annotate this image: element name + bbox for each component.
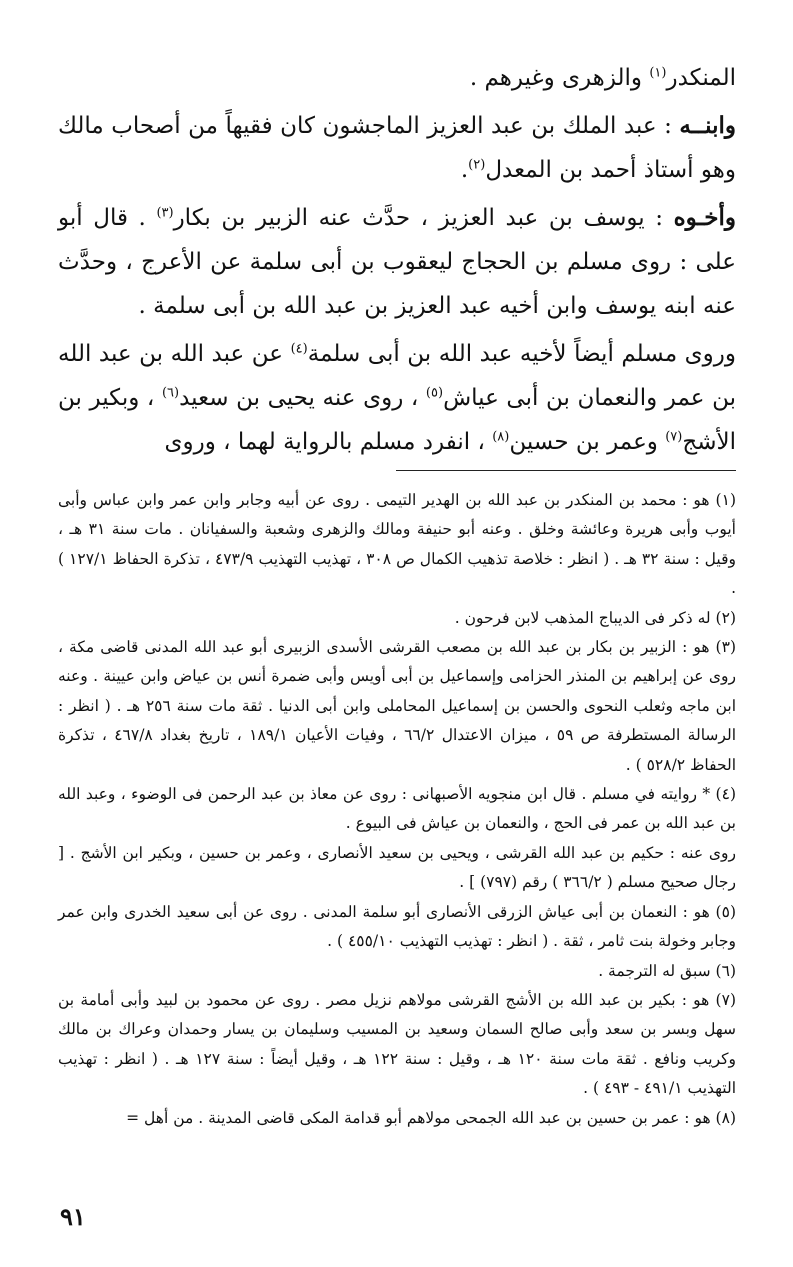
text-run: ، انفرد مسلم بالرواية لهما ، وروى bbox=[164, 429, 493, 455]
text-run: ، روى عنه يحيى بن سعيد bbox=[179, 385, 426, 411]
text-run: ، وبكير بن الأشج bbox=[58, 385, 736, 455]
paragraph-1 bbox=[58, 56, 736, 100]
paragraph-3 bbox=[58, 196, 736, 328]
paragraph-4 bbox=[58, 332, 736, 464]
footnote-ref-8[interactable]: (٨) bbox=[492, 429, 510, 445]
text-run: والزهرى وغيرهم . bbox=[469, 65, 650, 91]
footnotes-section bbox=[58, 486, 736, 1133]
footnote-7: (٧) هو : بكير بن عبد الله بن الأشج القرشى مولاهم نزيل مصر . روى عن محمود بن لبيد وأبى أمامة بن سهل وبسر بن سعد وأبى صالح السمان وسعيد بن المسيب وسليمان بن يسار وحمدان وعراك بن مالك وكريب ونافع . ثقة مات سنة ١٢٠ هـ ، وقيل : سنة ١٢٢ هـ ، وقيل أيضاً : سنة ١٢٧ هـ . ( انظر : تهذيب التهذيب ٤٩١/١ - ٤٩٣ ) . bbox=[58, 990, 736, 1098]
footnote-ref-1[interactable]: (١) bbox=[649, 65, 667, 81]
text-run: . قال أبو على : روى مسلم بن الحجاج ليعقوب بن أبى سلمة عن الأعرج ، وحدَّث عنه ابنه يوسف وابن أخيه عبد العزيز بن عبد الله بن أبى سلمة . bbox=[58, 205, 736, 319]
page-number: ٩١ bbox=[60, 1202, 86, 1231]
footnote-ref-2[interactable]: (٢) bbox=[468, 157, 486, 173]
footnote-3: (٣) هو : الزبير بن بكار بن عبد الله بن مصعب القرشى الأسدى الزبيرى أبو عبد الله المدنى قاضى مكة ، روى عن إبراهيم بن المنذر الحزامى وإسماعيل بن أبى أويس وأبى ضمرة أنس بن عياض وابن عيينة . وعنه ابن ماجه وثعلب النحوى والحسن بن إسماعيل المحاملى وابن أبى الدنيا . ثقة مات سنة ٢٥٦ هـ . ( انظر : الرسالة المستطرفة ص ٥٩ ، ميزان الاعتدال ٦٦/٢ ، وفيات الأعيان ١٨٩/١ ، تاريخ بغداد ٤٦٧/٨ ، تذكرة الحفاظ ٥٢٨/٢ ) . bbox=[58, 638, 737, 774]
footnote-ref-7[interactable]: (٧) bbox=[665, 429, 683, 445]
text-run: . bbox=[460, 157, 469, 183]
footnote-5: (٥) هو : النعمان بن أبى عياش الزرقى الأنصارى أبو سلمة المدنى . روى عن أبى سعيد الخدرى وابن عمر وجابر وخولة بنت ثامر ، ثقة . ( انظر : تهذيب التهذيب ٤٥٥/١٠ ) . bbox=[58, 902, 736, 951]
paragraph-lead: وأخـوه bbox=[673, 204, 736, 231]
footnote-1: (١) هو : محمد بن المنكدر بن عبد الله بن الهدير التيمى . روى عن أبيه وجابر وابن عمر وابن عباس وأبى أيوب وأبى هريرة وعائشة وخلق . وعنه أبو حنيفة ومالك والزهرى وشعبة والسفيانان . مات سنة ٣١ هـ ، وقيل : سنة ٣٢ هـ . ( انظر : خلاصة تذهيب الكمال ص ٣٠٨ ، تهذيب التهذيب ٤٧٣/٩ ، تذكرة الحفاظ ١٢٧/١ ) . bbox=[58, 491, 736, 598]
footnote-6: (٦) سبق له الترجمة . bbox=[598, 961, 736, 980]
paragraph-lead: وابنــه bbox=[679, 112, 736, 139]
footnote-ref-6[interactable]: (٦) bbox=[161, 385, 180, 401]
text-run: وروى مسلم أيضاً لأخيه عبد الله بن أبى سلمة bbox=[307, 341, 737, 367]
main-text bbox=[58, 56, 736, 468]
footnote-ref-4[interactable]: (٤) bbox=[290, 341, 308, 357]
footnote-8: (٨) هو : عمر بن حسين بن عبد الله الجمحى مولاهم أبو قدامة المكى قاضى المدينة . من أهل = bbox=[126, 1108, 736, 1127]
text-run: المنكدر bbox=[666, 65, 736, 91]
footnote-ref-3[interactable]: (٣) bbox=[156, 205, 174, 221]
footnote-separator bbox=[396, 470, 736, 471]
text-run: : عبد الملك بن عبد العزيز الماجشون كان فقيهاً من أصحاب مالك وهو أستاذ أحمد بن المعدل bbox=[58, 113, 736, 183]
text-run: : يوسف بن عبد العزيز ، حدَّث عنه الزبير بن بكار bbox=[173, 205, 674, 231]
footnote-4-continued: روى عنه : حكيم بن عبد الله القرشى ، ويحيى بن سعيد الأنصارى ، وعمر بن حسين ، وبكير ابن الأشج . [ رجال صحيح مسلم ( ٣٦٦/٢ ) رقم (٧٩٧) ] . bbox=[58, 843, 736, 892]
footnote-4: (٤) * روايته في مسلم . قال ابن منجويه الأصبهانى : روى عن معاذ بن عبد الرحمن فى الوضوء ، وعبد الله بن عبد الله بن عمر فى الحج ، والنعمان بن عياش فى البيوع . bbox=[58, 785, 736, 833]
footnote-ref-5[interactable]: (٥) bbox=[425, 385, 444, 401]
footnote-2: (٢) له ذكر فى الديباج المذهب لابن فرحون . bbox=[454, 608, 736, 627]
text-run: وعمر بن حسين bbox=[509, 429, 666, 455]
paragraph-2 bbox=[58, 104, 736, 192]
text-run: عن عبد الله بن عبد الله بن عمر والنعمان بن أبى عياش bbox=[58, 341, 736, 411]
